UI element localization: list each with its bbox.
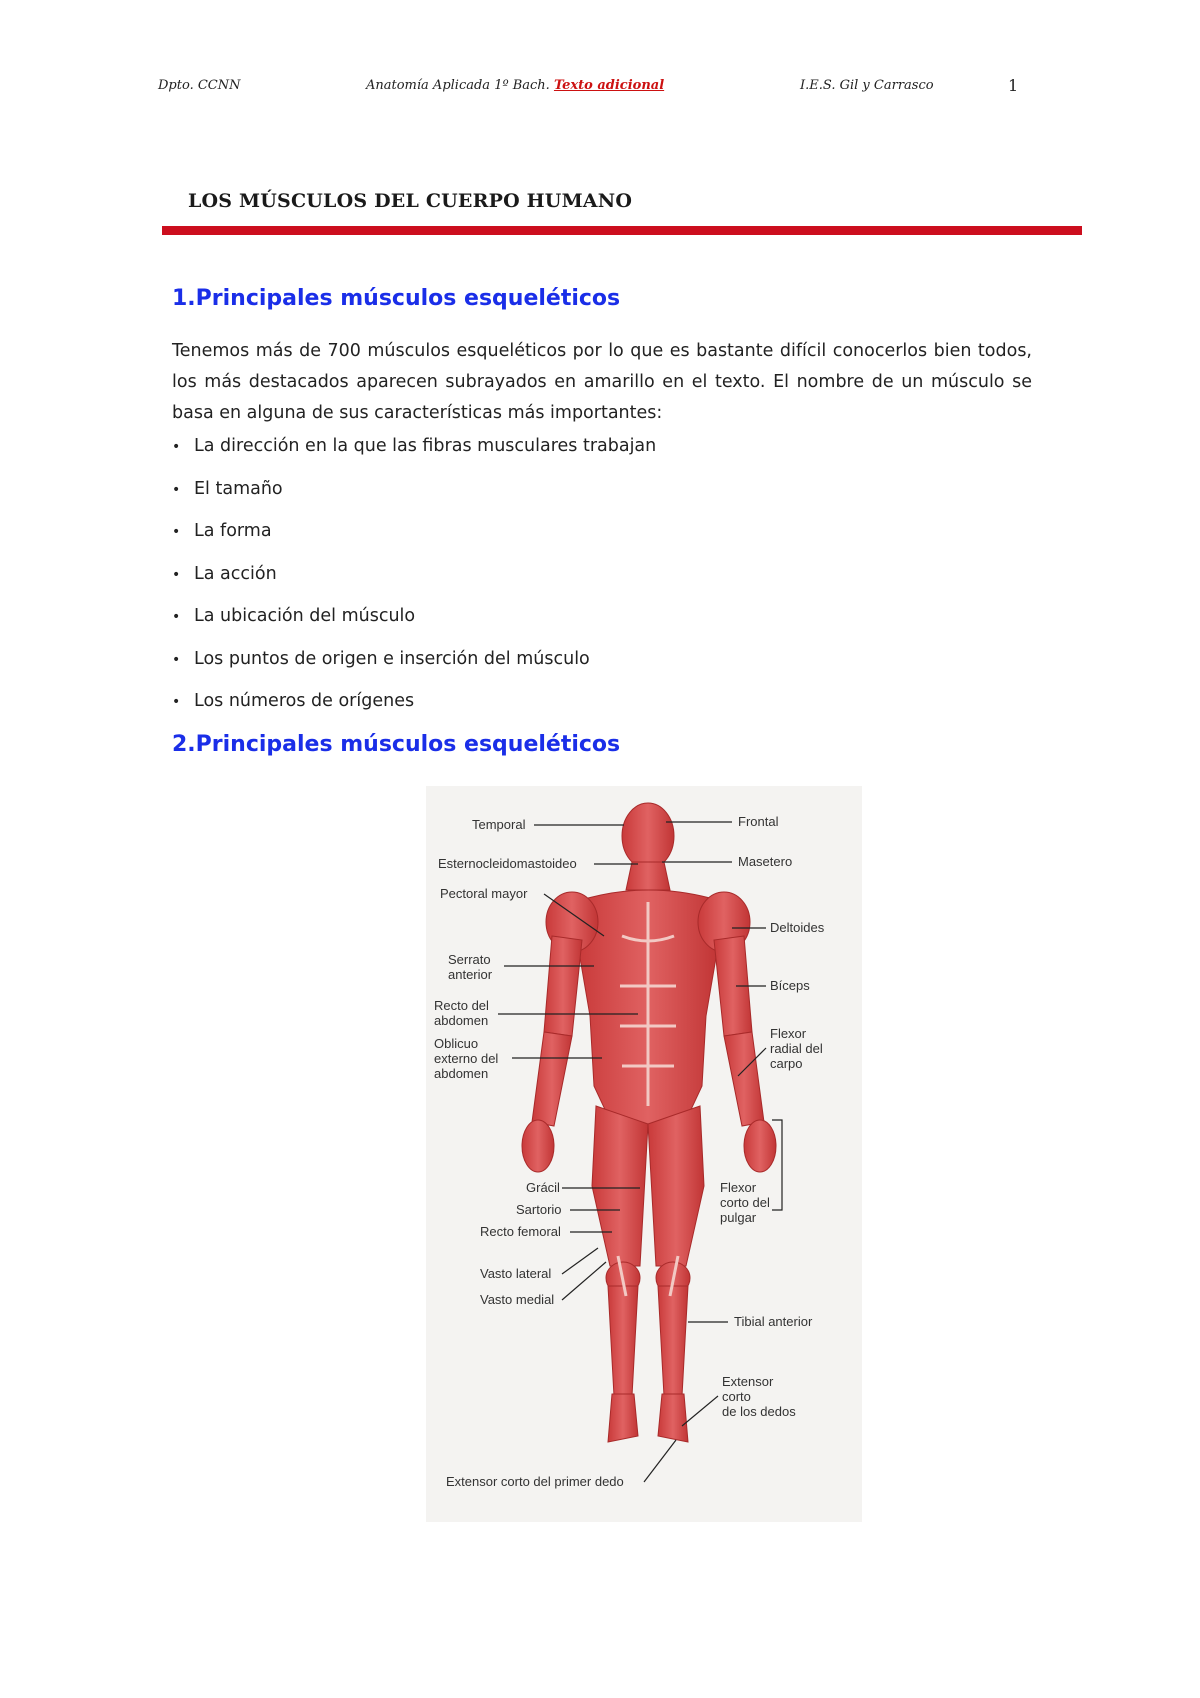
label-flexor-radial-2: radial del bbox=[770, 1041, 823, 1056]
leader-line bbox=[562, 1248, 598, 1274]
list-item bbox=[172, 602, 656, 645]
bullet-icon: • bbox=[172, 694, 181, 710]
label-flexor-pulgar-2: corto del bbox=[720, 1195, 770, 1210]
label-serrato-2: anterior bbox=[448, 967, 493, 982]
list-item bbox=[172, 560, 656, 603]
label-extensor-dedos-3: de los dedos bbox=[722, 1404, 796, 1419]
list-item bbox=[172, 687, 656, 730]
list-item bbox=[172, 432, 656, 475]
label-oblicuo-2: externo del bbox=[434, 1051, 499, 1066]
label-flexor-pulgar-3: pulgar bbox=[720, 1210, 757, 1225]
list-item bbox=[172, 517, 656, 560]
section-2-heading: 2.Principales músculos esqueléticos bbox=[172, 732, 621, 757]
section-1-heading: 1.Principales músculos esqueléticos bbox=[172, 286, 621, 311]
section-1-paragraph: Tenemos más de 700 músculos esqueléticos por lo que es bastante difícil conocerlos bien todos, los más destacados aparecen subrayados en amarillo en el texto. El nombre de un músculo se basa en alguna de sus características más importantes: bbox=[172, 341, 1032, 423]
bullet-icon: • bbox=[172, 609, 181, 625]
list-item bbox=[172, 475, 656, 518]
document-title: LOS MÚSCULOS DEL CUERPO HUMANO bbox=[188, 190, 633, 212]
human-muscle-body bbox=[522, 803, 776, 1442]
label-serrato-1: Serrato bbox=[448, 952, 491, 967]
list-item-text: La ubicación del músculo bbox=[194, 606, 416, 626]
label-recto-abdomen-2: abdomen bbox=[434, 1013, 489, 1028]
label-deltoides: Deltoides bbox=[770, 920, 825, 935]
label-recto-abdomen-1: Recto del bbox=[434, 998, 489, 1013]
label-biceps: Bíceps bbox=[770, 978, 810, 993]
list-item-text: La acción bbox=[194, 563, 277, 584]
label-pectoral: Pectoral mayor bbox=[440, 886, 528, 901]
list-item-text: Los puntos de origen e inserción del músculo bbox=[194, 648, 590, 669]
label-temporal: Temporal bbox=[472, 817, 526, 832]
label-extensor-dedos-1: Extensor bbox=[722, 1374, 774, 1389]
header-course-prefix: Anatomía Aplicada 1º Bach. bbox=[366, 78, 550, 93]
muscle-anatomy-figure bbox=[426, 786, 862, 1522]
list-item-text: La forma bbox=[194, 521, 272, 541]
bullet-icon: • bbox=[172, 566, 181, 583]
label-vasto-medial: Vasto medial bbox=[480, 1292, 555, 1307]
header-course bbox=[366, 78, 664, 93]
bullet-icon: • bbox=[172, 439, 181, 455]
label-flexor-radial-3: carpo bbox=[770, 1056, 803, 1071]
label-sartorio: Sartorio bbox=[516, 1202, 562, 1217]
label-extensor-primer-dedo: Extensor corto del primer dedo bbox=[446, 1474, 624, 1489]
label-tibial-anterior: Tibial anterior bbox=[734, 1314, 813, 1329]
characteristics-list bbox=[172, 432, 656, 730]
title-rule bbox=[162, 226, 1082, 235]
label-gracil: Grácil bbox=[526, 1180, 560, 1195]
label-flexor-pulgar-1: Flexor bbox=[720, 1180, 757, 1195]
label-extensor-dedos-2: corto bbox=[722, 1389, 751, 1404]
list-item-text: El tamaño bbox=[194, 478, 283, 499]
label-masetero: Masetero bbox=[738, 854, 793, 869]
label-oblicuo-3: abdomen bbox=[434, 1066, 489, 1081]
bullet-icon: • bbox=[172, 651, 181, 668]
leader-line bbox=[682, 1396, 718, 1426]
leader-line bbox=[562, 1262, 606, 1300]
page-number: 1 bbox=[1008, 76, 1019, 95]
list-item-text: La dirección en la que las fibras musculares trabajan bbox=[194, 436, 657, 456]
list-item bbox=[172, 645, 656, 688]
label-oblicuo-1: Oblicuo bbox=[434, 1036, 479, 1051]
bullet-icon: • bbox=[172, 481, 181, 498]
label-esternocleidomastoideo: Esternocleidomastoideo bbox=[438, 856, 577, 871]
header-department: Dpto. CCNN bbox=[158, 78, 241, 93]
label-flexor-radial-1: Flexor bbox=[770, 1026, 807, 1041]
bullet-icon: • bbox=[172, 524, 181, 540]
list-item-text: Los números de orígenes bbox=[194, 691, 415, 711]
label-recto-femoral: Recto femoral bbox=[480, 1224, 561, 1239]
label-vasto-lateral: Vasto lateral bbox=[480, 1266, 552, 1281]
leader-line bbox=[644, 1440, 676, 1482]
label-frontal: Frontal bbox=[738, 814, 779, 829]
header-school: I.E.S. Gil y Carrasco bbox=[800, 78, 934, 93]
header-course-highlight: Texto adicional bbox=[553, 78, 665, 93]
muscle-anatomy-illustration bbox=[426, 786, 862, 1522]
